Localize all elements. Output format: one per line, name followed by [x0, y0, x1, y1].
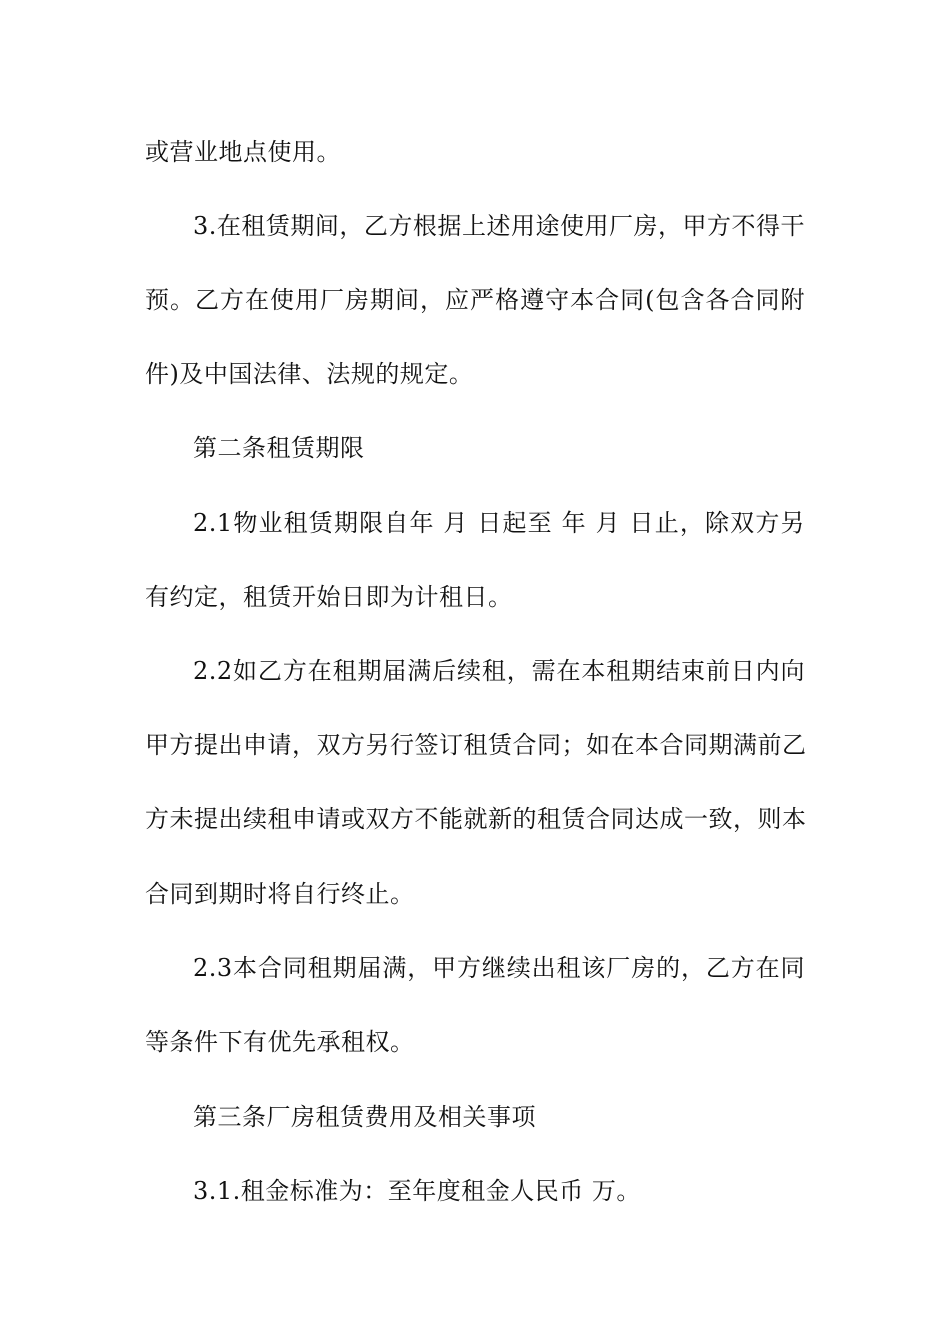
- text-line: 等条件下有优先承租权。: [145, 1028, 415, 1056]
- text-line: 合同到期时将自行终止。: [145, 880, 415, 908]
- text-line: 方未提出续租申请或双方不能就新的租赁合同达成一致，则本: [145, 805, 807, 833]
- text-line: 件)及中国法律、法规的规定。: [145, 360, 474, 388]
- text-line: 甲方提出申请，双方另行签订租赁合同；如在本合同期满前乙: [145, 731, 807, 759]
- text-line: 或营业地点使用。: [145, 138, 341, 166]
- text-line: 有约定，租赁开始日即为计租日。: [145, 583, 513, 611]
- text-line: 预。乙方在使用厂房期间，应严格遵守本合同(包含各合同附: [145, 286, 805, 314]
- text-line: 3.在租赁期间，乙方根据上述用途使用厂房，甲方不得干: [193, 212, 805, 240]
- section-heading: 第三条厂房租赁费用及相关事项: [193, 1103, 536, 1131]
- text-line: 2.2如乙方在租期届满后续租，需在本租期结束前日内向: [193, 657, 805, 685]
- text-line: 3.1.租金标准为：至年度租金人民币 万。: [193, 1177, 641, 1205]
- section-heading: 第二条租赁期限: [193, 434, 365, 462]
- text-line: 2.1物业租赁期限自年 月 日起至 年 月 日止，除双方另: [193, 509, 805, 537]
- text-line: 2.3本合同租期届满，甲方继续出租该厂房的，乙方在同: [193, 954, 805, 982]
